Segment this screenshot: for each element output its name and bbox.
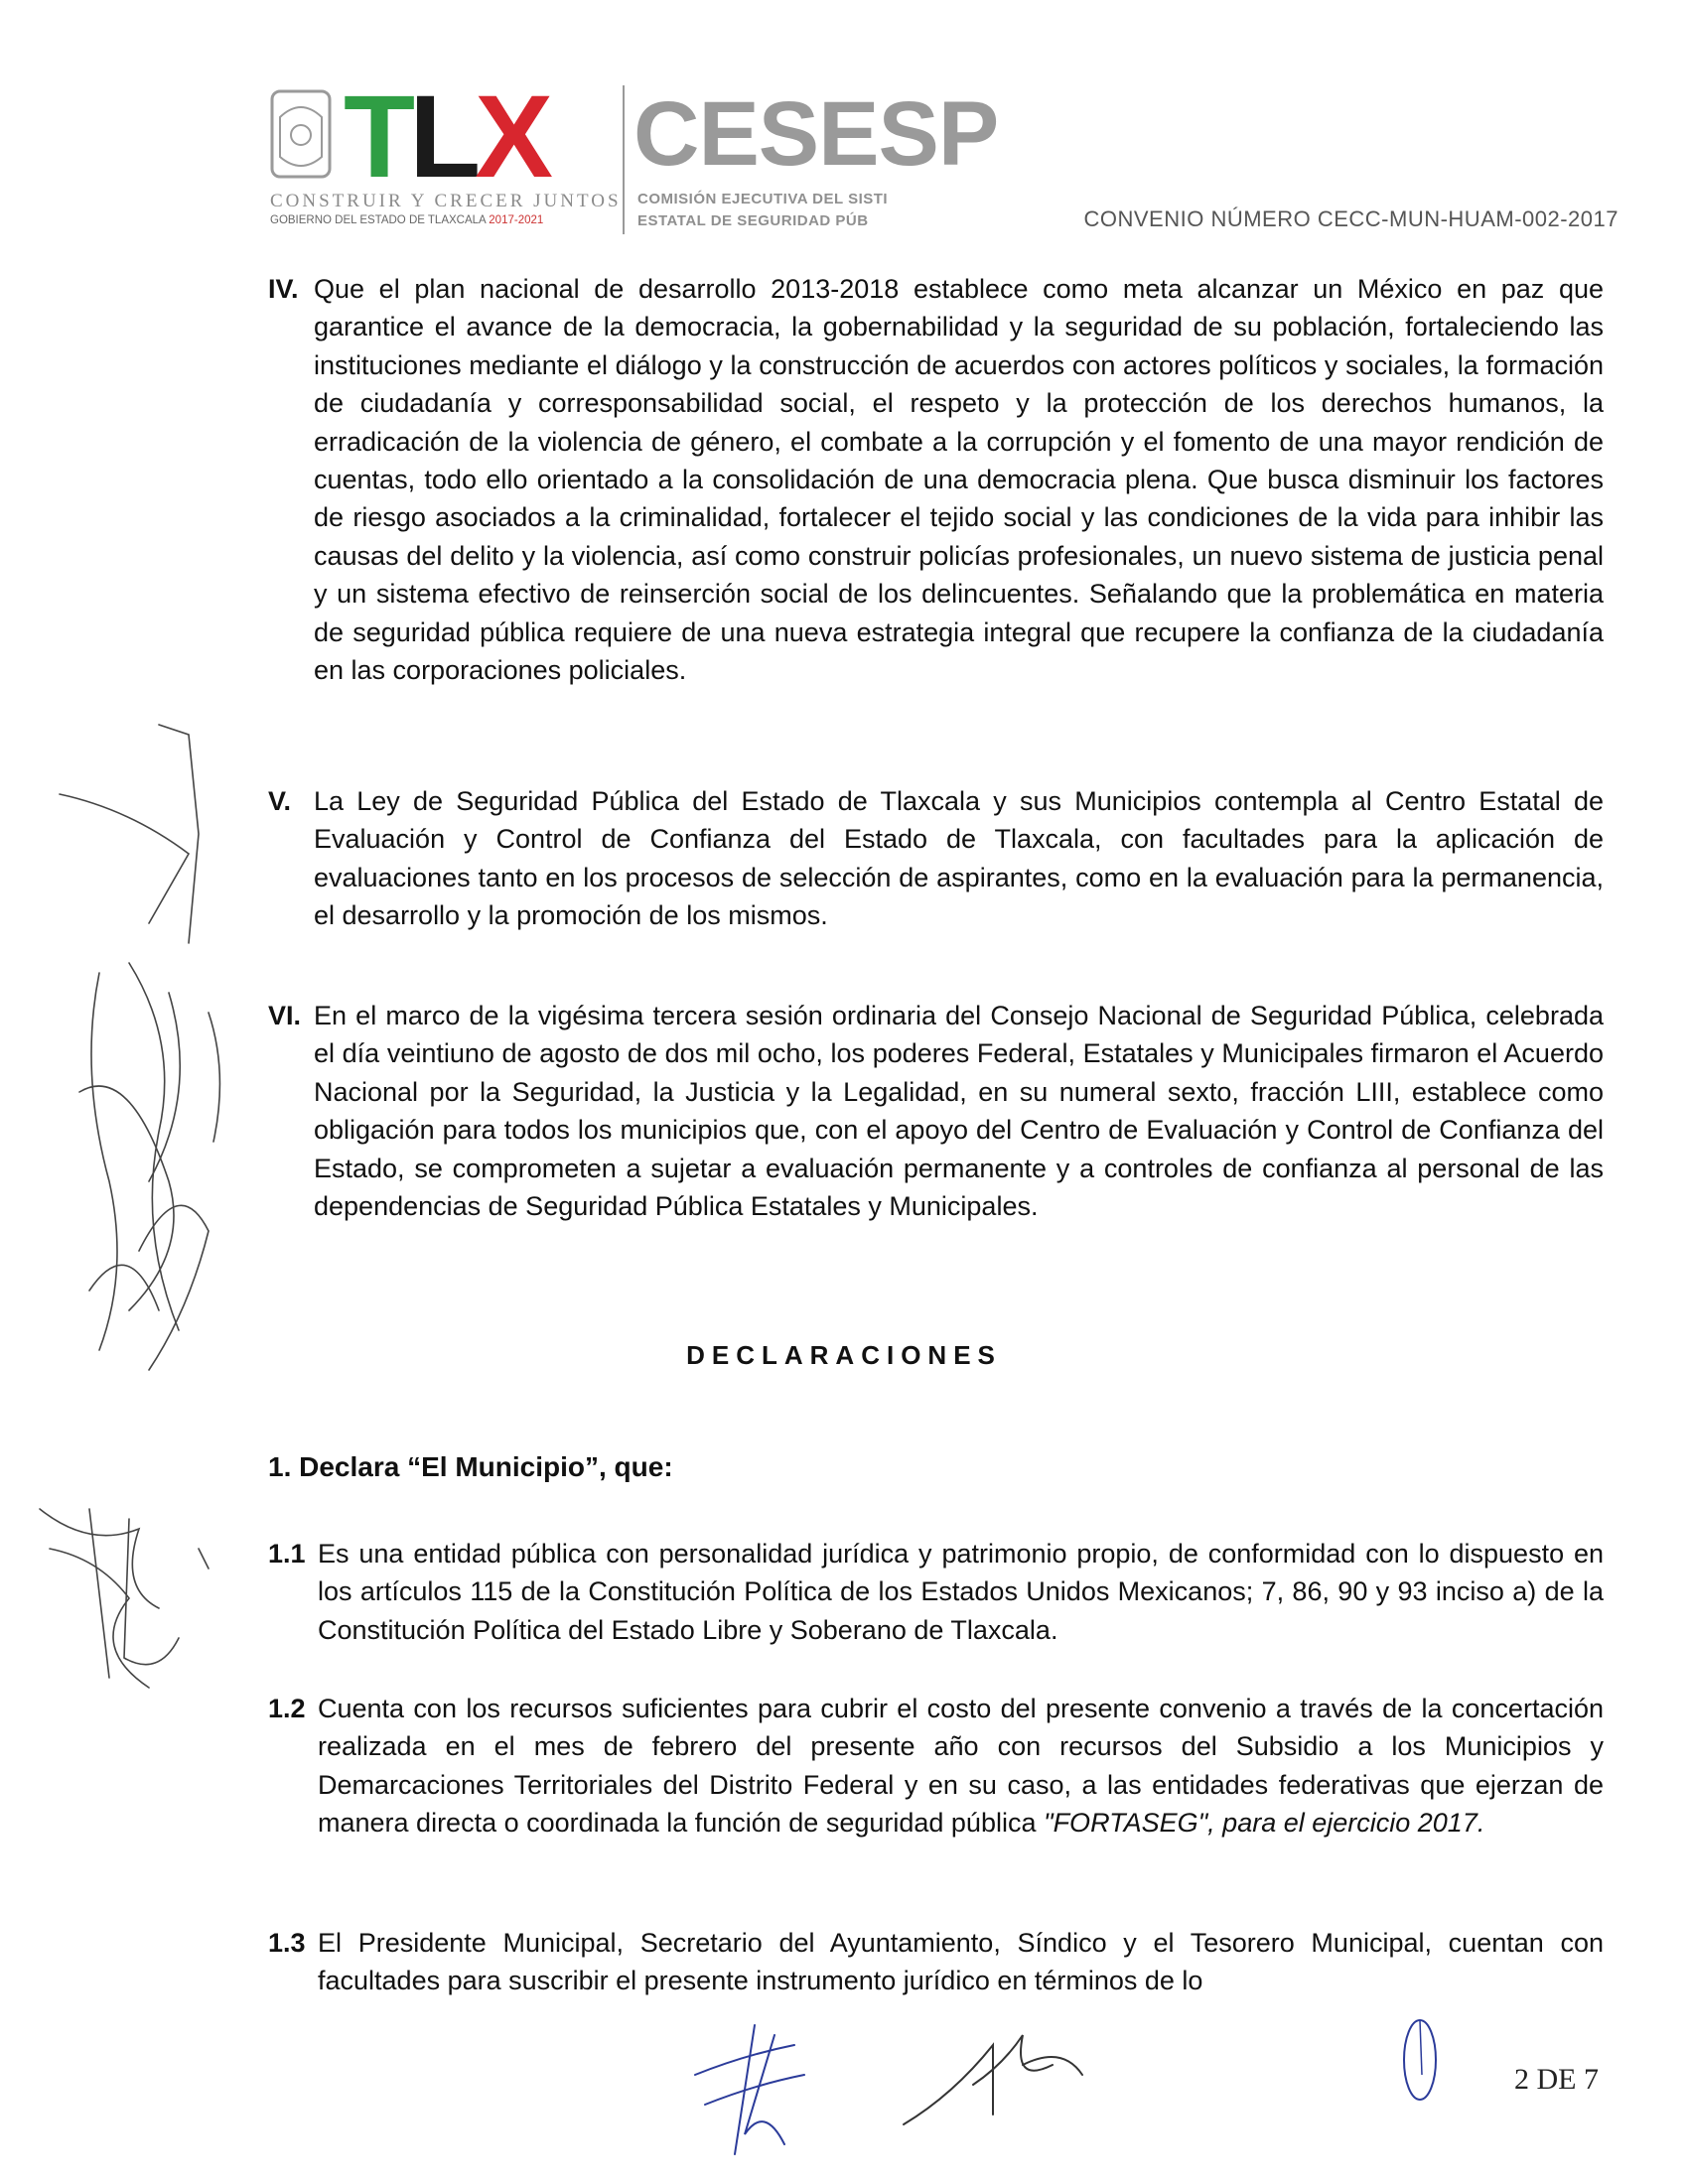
logo-motto: CONSTRUIR Y CRECER JUNTOS [270,191,622,211]
declaration-title: 1. Declara “El Municipio”, que: [268,1451,673,1482]
section-heading: DECLARACIONES [686,1340,1002,1370]
declaration-number: 1.2 [268,1694,306,1723]
tlx-logo: TLX [344,71,547,203]
fortaseg-note: "FORTASEG", para el ejercicio 2017. [1043,1808,1485,1839]
clause-v [268,782,1604,935]
clause-number: V. [268,786,292,816]
declaration-text: Es una entidad pública con personalidad jurídica y patrimonio propio, de conformidad con lo dispuesto en los artículos 115 de la Constitución Política de los Estados Unidos Mexicanos; 7, 86, 90 y 93 inciso a) de la Constitución Política del Estado Libre y Soberano de Tlaxcala. [318,1539,1604,1645]
margin-initials-icon [30,1489,248,1707]
state-seal-icon [268,87,334,187]
declaration-number: 1.1 [268,1539,306,1569]
cesesp-logo: CESESP [633,83,999,185]
clause-number: VI. [268,1001,302,1030]
footer-initial-icon [1390,2005,1450,2115]
clause-iv [268,270,1604,689]
clause-number: IV. [268,274,299,304]
declaration-1-3 [268,1924,1604,2000]
declaration-number: 1.3 [268,1928,306,1958]
government-line: GOBIERNO DEL ESTADO DE TLAXCALA 2017-2021 [270,214,544,226]
footer-signature-1-icon [685,2015,814,2164]
declaration-1-2 [268,1690,1604,1843]
clause-vi [268,997,1604,1225]
margin-signature-icon [40,715,238,1449]
letterhead [268,71,1618,238]
declaration-text: Cuenta con los recursos suficientes para cubrir el costo del presente convenio a través de la concertación realizada en el mes de febrero del presente año con recursos del Subsidio a los Municipios y Demarcaciones Territoriales del Distrito Federal y en su caso, a las entidades federativas que ejerzan de manera directa o coordinada la función de seguridad pública "FORTASEG", para el ejercicio 2017. [318,1694,1604,1839]
convenio-number: CONVENIO NÚMERO CECC-MUN-HUAM-002-2017 [1083,206,1618,231]
clause-text: Que el plan nacional de desarrollo 2013-2018 establece como meta alcanzar un México en paz que garantice el avance de la democracia, la gobernabilidad y la seguridad de su población, fortaleciendo las instituciones mediante el diálogo y la construcción de acuerdos con actores políticos y sociales, la formación de ciudadanía y corresponsabilidad social, el respeto y la protección de los derechos humanos, la erradicación de la violencia de género, el combate a la corrupción y el fomento de una mayor rendición de cuentas, todo ello orientado a la consolidación de una democracia plena. Que busca disminuir los factores de riesgo asociados a la criminalidad, fortalecer el tejido social y las condiciones de la vida para inhibir las causas del delito y la violencia, así como construir policías profesionales, un nuevo sistema de justicia penal y un sistema efectivo de reinserción social de los delincuentes. Señalando que la problemática en materia de seguridad pública requiere de una nueva estrategia integral que recupere la confianza de la ciudadanía en las corporaciones policiales. [314,274,1604,686]
page-number: 2 DE 7 [1514,2063,1599,2096]
cesesp-subtitle: COMISIÓN EJECUTIVA DEL SISTI ESTATAL DE SEGURIDAD PÚB [637,191,889,229]
declaration-text: El Presidente Municipal, Secretario del Ayuntamiento, Síndico y el Tesorero Municipal, cuentan con facultades para suscribir el presente instrumento jurídico en términos de lo [318,1928,1604,1996]
clause-text: La Ley de Seguridad Pública del Estado de Tlaxcala y sus Municipios contempla al Centro Estatal de Evaluación y Control de Confianza del Estado de Tlaxcala, con facultades para la aplicación de evaluaciones tanto en los procesos de selección de aspirantes, como en la evaluación para la permanencia, el desarrollo y la promoción de los mismos. [314,786,1604,931]
footer-signature-2-icon [894,2005,1092,2144]
declaration-1-1 [268,1535,1604,1649]
header-divider [623,85,625,234]
clause-text: En el marco de la vigésima tercera sesión ordinaria del Consejo Nacional de Seguridad Pública, celebrada el día veintiuno de agosto de dos mil ocho, los poderes Federal, Estatales y Municipales firmaron el Acuerdo Nacional por la Seguridad, la Justicia y la Legalidad, en su numeral sexto, fracción LIII, establece como obligación para todos los municipios que, con el apoyo del Centro de Evaluación y Control de Confianza del Estado, se comprometen a sujetar a evaluación permanente y a controles de confianza al personal de las dependencias de Seguridad Pública Estatales y Municipales. [314,1001,1604,1222]
